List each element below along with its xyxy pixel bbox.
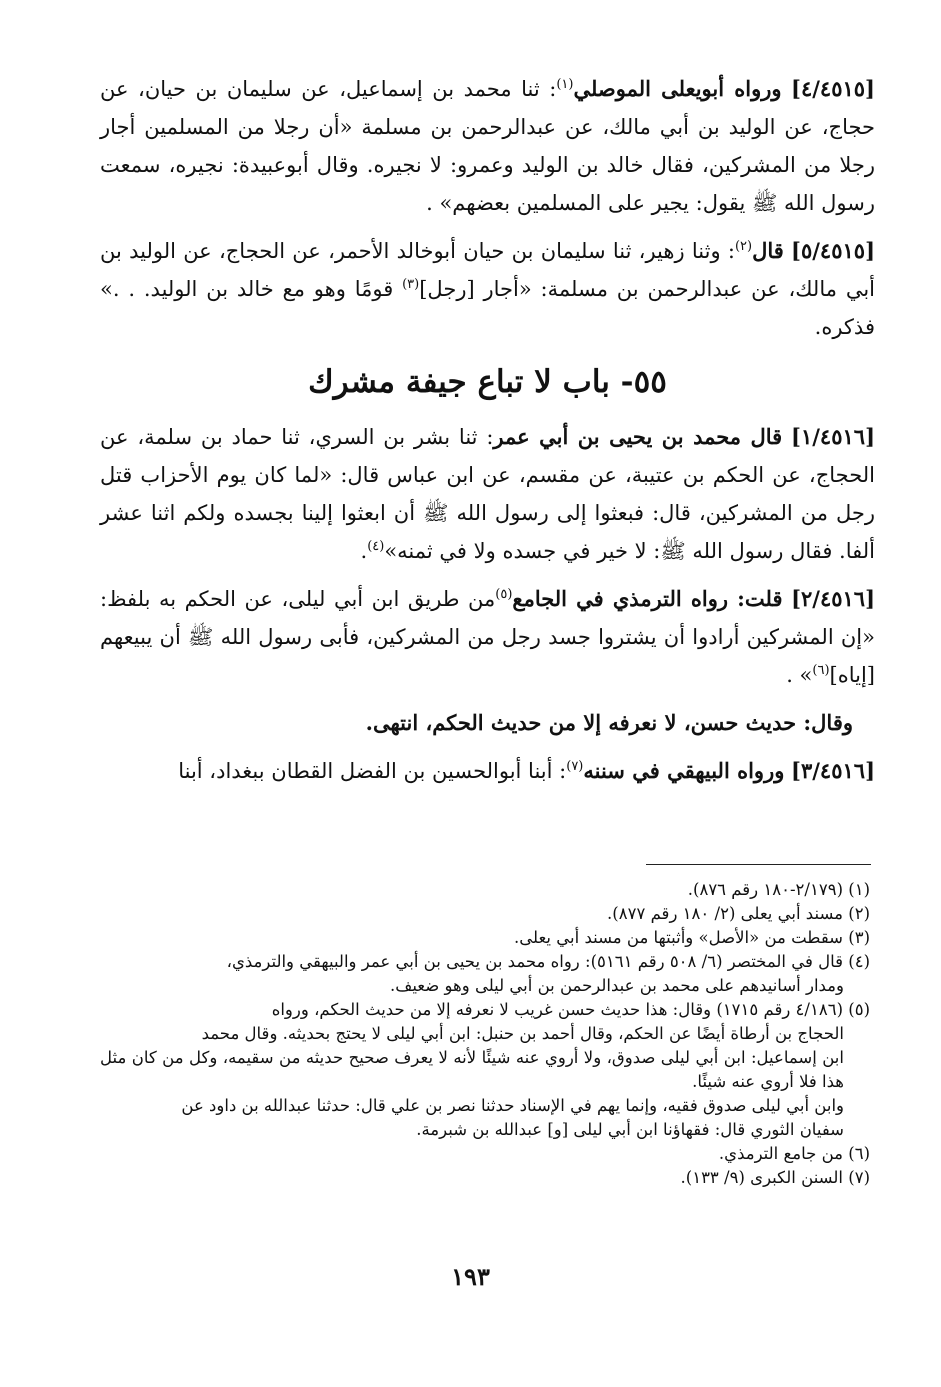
footnote-marker: (٤) (367, 539, 385, 554)
chapter-heading: ٥٥- باب لا تباع جيفة مشرك (308, 364, 667, 400)
hadith-text: قومًا وهو مع خالد بن الوليد. . .» فذكره. (100, 277, 875, 339)
footnote: (٥) (٤/١٨٦ رقم ١٧١٥) وقال: هذا حديث حسن غريب لا نعرفه إلا من حديث الحكم، ورواه (271, 1000, 870, 1019)
footnote: (٤) قال في المختصر (٦/ ٥٠٨ رقم ٥١٦١): رواه محمد بن يحيى بن أبي عمر والبيهقي والترمذي، (226, 952, 870, 971)
hadith-lead: قال (752, 238, 784, 263)
footnote: (٦) من جامع الترمذي. (718, 1144, 870, 1163)
hadith-lead: ورواه البيهقي في سننه (583, 758, 785, 783)
hadith-ref: [٤/٤٥١٥] (791, 76, 875, 101)
hadith-paragraph (100, 232, 875, 346)
hadith-lead: قلت: رواه الترمذي في الجامع (512, 586, 783, 611)
footnote: (٢) مسند أبي يعلى (٢/ ١٨٠ رقم ٨٧٧). (607, 904, 870, 923)
hadith-text: : ثنا محمد بن إسماعيل، عن سليمان بن حيان، عن حجاج، عن الوليد بن أبي مالك، عن عبدالرحمن بن مسلمة «أن رجلا من المسلمين أجار رجلا من المشركين، فقال خالد بن الوليد وعمرو: لا نجيره. وقال أبوعبيدة: نجيره، سمعت رسول الله ﷺ يقول: يجير على المسلمين بعضهم» . (100, 77, 875, 215)
hadith-text: . (360, 539, 368, 563)
hadith-text: : وثنا زهير، ثنا سليمان بن حيان أبوخالد الأحمر، عن الحجاج، عن الوليد بن أبي مالك، عن عبدالرحمن بن مسلمة: «أجار [رجل] (100, 239, 875, 301)
footnote: (٣) سقطت من «الأصل» وأثبتها من مسند أبي يعلى. (514, 928, 870, 947)
hadith-lead: قال محمد بن يحيى بن أبي عمر (493, 424, 783, 449)
footnote-marker: (٥) (495, 587, 513, 602)
footnote-marker: (٦) (812, 663, 830, 678)
hadith-paragraph (100, 418, 875, 570)
footnote-marker: (٧) (566, 759, 584, 774)
hadith-text: من طريق ابن أبي ليلى، عن الحكم به بلفظ: «إن المشركين أرادوا أن يشتروا جسد رجل من المشركين، فأبى رسول الله ﷺ أن يبيعهم [إياه] (100, 587, 875, 687)
footnote: (٧) السنن الكبرى (٩/ ١٣٣). (680, 1168, 870, 1187)
footnote-divider (646, 864, 871, 865)
footnote-marker: (٣) (402, 277, 420, 292)
footnote-continuation: ومدار أسانيدهم على محمد بن عبدالرحمن بن أبي ليلى وهو ضعيف. (390, 976, 844, 995)
footnote-continuation: وابن أبي ليلى صدوق فقيه، وإنما يهم في الإسناد حدثنا نصر بن علي قال: حدثنا عبدالله بن داود عن (181, 1096, 844, 1115)
hadith-paragraph (100, 752, 875, 790)
footnote-continuation: ابن إسماعيل: ابن أبي ليلى صدوق، ولا أروي عنه شيئًا لأنه لا يعرف صحيح حديثه من سقيمه، وكل من كان مثل هذا فلا أروي عنه شيئًا. (100, 1048, 844, 1091)
tirmidhi-verdict: وقال: حديث حسن، لا نعرفه إلا من حديث الحكم، انتهى. (365, 710, 853, 735)
footnote-marker: (٢) (734, 239, 753, 254)
hadith-text: : أبنا أبوالحسين بن الفضل القطان ببغداد، أبنا (178, 759, 567, 783)
footnote-continuation: سفيان الثوري قال: فقهاؤنا ابن أبي ليلى [و] عبدالله بن شبرمة. (416, 1120, 844, 1139)
hadith-text: » . (786, 663, 813, 687)
page-number: ١٩٣ (451, 1262, 490, 1291)
hadith-text: : ثنا بشر بن السري، ثنا حماد بن سلمة، عن الحجاج، عن الحكم بن عتيبة، عن مقسم، عن ابن عباس قال: «لما كان يوم الأحزاب قتل رجل من المشركين، قال: فبعثوا إلى رسول الله ﷺ أن ابعثوا إلينا بجسده ولكم اثنا عشر ألفا. فقال رسول الله ﷺ: لا خير في جسده ولا في ثمنه» (100, 425, 875, 563)
hadith-ref: [١/٤٥١٦] (791, 424, 875, 449)
footnote-marker: (١) (556, 77, 574, 92)
hadith-ref: [٥/٤٥١٥] (791, 238, 875, 263)
main-text (100, 70, 875, 800)
footnote-continuation: الحجاج بن أرطاة أيضًا عن الحكم، وقال أحمد بن حنبل: ابن أبي ليلى لا يحتج بحديثه. وقال محمد (201, 1024, 844, 1043)
hadith-paragraph (100, 580, 875, 694)
hadith-paragraph (100, 70, 875, 222)
hadith-ref: [٢/٤٥١٦] (791, 586, 876, 611)
footnotes (100, 878, 870, 1190)
hadith-lead: ورواه أبويعلى الموصلي (573, 76, 782, 101)
footnote: (١) (٢/١٧٩-١٨٠ رقم ٨٧٦). (687, 880, 870, 899)
hadith-ref: [٣/٤٥١٦] (791, 758, 875, 783)
